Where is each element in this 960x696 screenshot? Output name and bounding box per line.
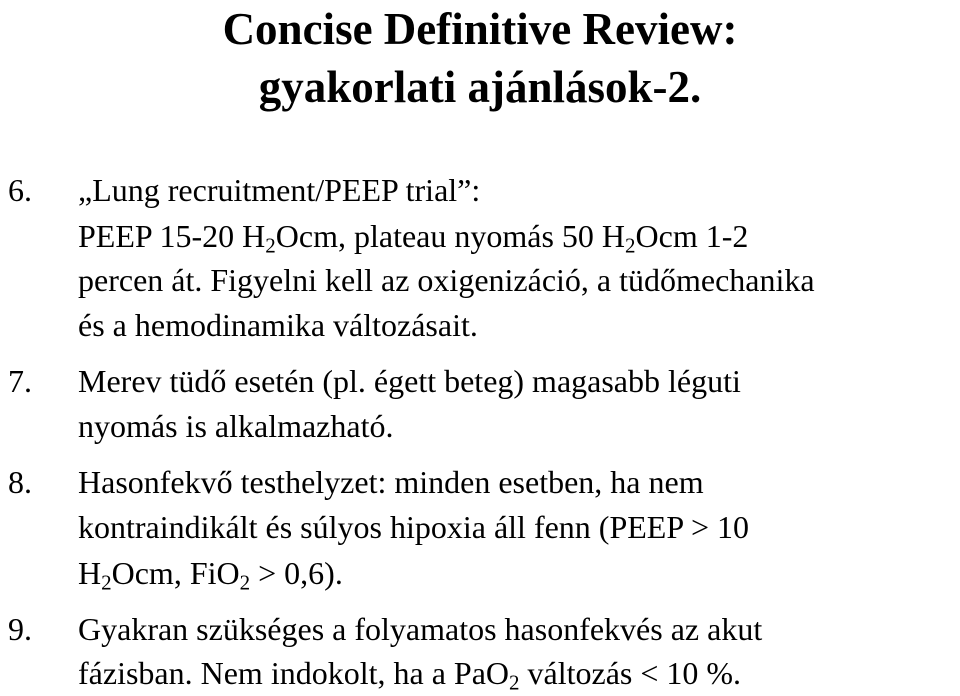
item-6-text-1: „Lung recruitment/PEEP trial”:	[78, 172, 481, 208]
item-8-text-2: kontraindikált és súlyos hipoxia áll fenn (PEEP > 10	[78, 509, 749, 545]
item-8-text-1: Hasonfekvő testhelyzet: minden esetben, ha nem	[78, 464, 704, 500]
item-9-number: 9.	[8, 611, 32, 647]
item-7-text-1: Merev tüdő esetén (pl. égett beteg) magasabb léguti	[78, 363, 741, 399]
item-7-text-2: nyomás is alkalmazható.	[78, 408, 394, 444]
title-line-1: Concise Definitive Review:	[222, 4, 738, 54]
item-6-number: 6.	[8, 172, 32, 208]
item-6-text-4: és a hemodinamika változásait.	[78, 307, 478, 343]
item-6-text-2: PEEP 15-20 $H_2Ocm$, plateau nyomás 50 $H_2Ocm$ 1-2	[78, 218, 749, 258]
item-6-text-3: percen át. Figyelni kell az oxigenizáció, a tüdőmechanika	[78, 262, 815, 298]
item-9-text-2: fázisban. Nem indokolt, ha a PaO$_2$ változás < 10 %.	[78, 655, 742, 695]
item-8-text-3: $H_2Ocm$, FiO$_2$ > 0,6).	[78, 555, 343, 595]
item-8-number: 8.	[8, 464, 32, 500]
title-line-2: gyakorlati ajánlások-2.	[258, 62, 702, 112]
item-7-number: 7.	[8, 363, 32, 399]
item-9-text-1: Gyakran szükséges a folyamatos hasonfekvés az akut	[78, 611, 763, 647]
